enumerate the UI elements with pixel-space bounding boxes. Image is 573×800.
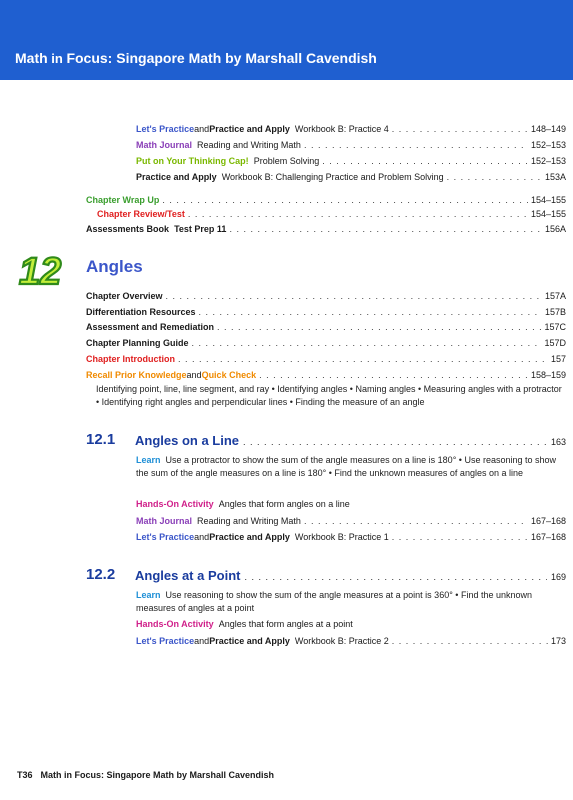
leader-dots	[244, 572, 547, 582]
leader-dots	[392, 124, 528, 134]
lesson-title: Angles on a Line	[135, 433, 240, 448]
leader-dots	[243, 437, 547, 447]
toc-entry: Let's Practice and Practice and Apply Workbook B: Practice 1 . . . 167–168	[136, 532, 566, 542]
toc-entry: Hands-On Activity Angles that form angles on a line	[136, 499, 350, 509]
leader-dots	[259, 370, 528, 380]
lesson-title: Angles at a Point	[135, 568, 241, 583]
chapter-number-badge	[17, 250, 77, 290]
chapter-title: Angles	[86, 257, 143, 276]
learn-entry: Learn Use a protractor to show the sum of the angle measures on a line is 180° • Use reasoning to show the sum of the angle measures on a line is 180° • Find the unknown measures of angles on a line	[136, 455, 556, 478]
footer-text: Math in Focus: Singapore Math by Marshall Cavendish	[40, 770, 275, 780]
header-band	[0, 0, 573, 80]
toc-entry: Chapter Wrap Up . . . 154–155	[86, 195, 566, 205]
toc-entry: Let's Practice and Practice and Apply Workbook B: Practice 4 . . . 148–149	[136, 124, 566, 134]
leader-dots	[178, 354, 548, 364]
leader-dots	[199, 307, 542, 317]
toc-entry: Math Journal Reading and Writing Math . . . 167–168	[136, 516, 566, 526]
toc-entry: Chapter Introduction . . . 157	[86, 354, 566, 364]
lesson-heading: Angles on a Line . . . 163	[135, 433, 566, 448]
toc-entry: Differentiation Resources . . . 157B	[86, 307, 566, 317]
leader-dots	[392, 636, 548, 646]
page-footer	[17, 770, 274, 780]
toc-entry: Let's Practice and Practice and Apply Workbook B: Practice 2 . . . 173	[136, 636, 566, 646]
leader-dots	[392, 532, 528, 542]
lesson-heading: Angles at a Point . . . 169	[135, 568, 566, 583]
toc-entry: Assessment and Remediation . . . 157C	[86, 322, 566, 332]
page-number: T36	[17, 770, 33, 780]
leader-dots	[217, 322, 541, 332]
toc-entry: Put on Your Thinking Cap! Problem Solving . . . 152–153	[136, 156, 566, 166]
toc-entry: Hands-On Activity Angles that form angles at a point	[136, 619, 353, 629]
toc-entry: Assessments Book Test Prep 11 . . . 156A	[86, 224, 566, 234]
leader-dots	[192, 338, 542, 348]
leader-dots	[304, 140, 528, 150]
leader-dots	[166, 291, 542, 301]
toc-entry: Practice and Apply Workbook B: Challenging Practice and Problem Solving . . . 153A	[136, 172, 566, 182]
leader-dots	[229, 224, 542, 234]
toc-entry: Recall Prior Knowledge and Quick Check . . . 158–159	[86, 370, 566, 380]
learn-entry: Learn Use reasoning to show the sum of the angle measures at a point is 360° • Find the unknown measures of angles at a point	[136, 590, 532, 613]
header-title: Math in Focus: Singapore Math by Marshall Cavendish	[15, 50, 377, 66]
leader-dots	[447, 172, 542, 182]
toc-entry: Chapter Review/Test . . . 154–155	[97, 209, 566, 219]
chapter-number: 12	[19, 251, 62, 290]
toc-entry: Chapter Planning Guide . . . 157D	[86, 338, 566, 348]
recall-description: Identifying point, line, line segment, and ray • Identifying angles • Naming angles • Measuring angles with a protractor • Identifying right angles and perpendicular lines • Finding the measure of an angle	[96, 384, 562, 407]
leader-dots	[322, 156, 528, 166]
leader-dots	[188, 209, 528, 219]
lesson-number: 12.1	[86, 431, 116, 448]
leader-dots	[162, 195, 528, 205]
lesson-number: 12.2	[86, 566, 116, 583]
toc-entry: Math Journal Reading and Writing Math . . . 152–153	[136, 140, 566, 150]
toc-entry: Chapter Overview . . . 157A	[86, 291, 566, 301]
leader-dots	[304, 516, 528, 526]
